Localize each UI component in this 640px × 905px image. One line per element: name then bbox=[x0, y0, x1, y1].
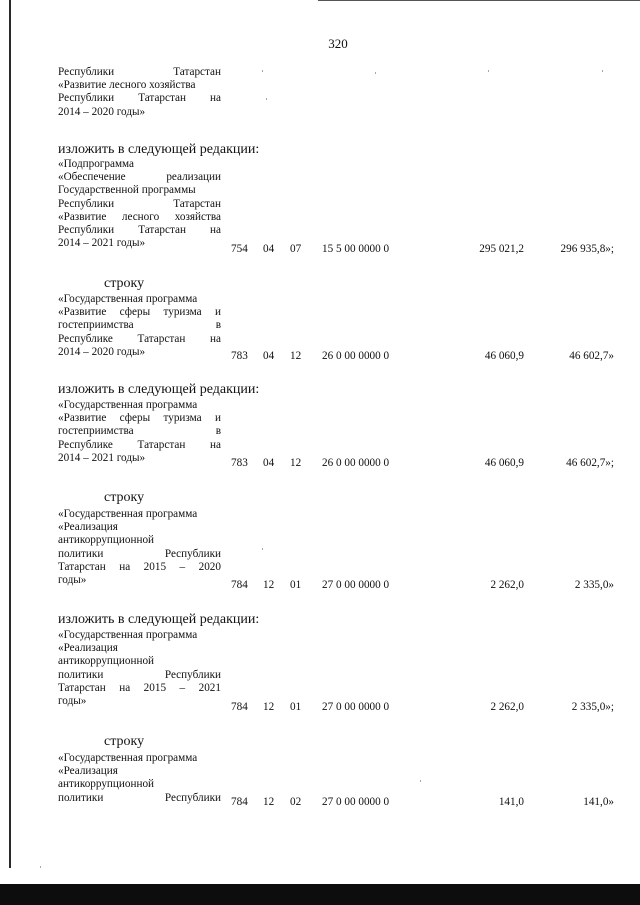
amendment-intro: изложить в следующей редакции: bbox=[58, 142, 260, 157]
program-name-line: антикоррупционной bbox=[58, 655, 155, 668]
program-name-line: «Реализация bbox=[58, 642, 118, 655]
program-name-line: политики Республики bbox=[58, 791, 221, 804]
section-code: 12 bbox=[263, 701, 275, 713]
target-article-code: 27 0 00 0000 0 bbox=[322, 579, 390, 591]
amendment-intro: изложить в следующей редакции: bbox=[58, 382, 260, 397]
program-name-line: «Государственная программа bbox=[58, 752, 198, 764]
amount-year-1: 46 060,9 bbox=[484, 350, 524, 362]
program-name-line: «Реализация bbox=[58, 521, 118, 534]
continuation-line: 2014 – 2020 годы» bbox=[58, 105, 146, 118]
subsection-code: 01 bbox=[290, 701, 302, 713]
scan-speck bbox=[420, 780, 421, 782]
scan-left-edge bbox=[9, 0, 11, 868]
amount-year-1: 46 060,9 bbox=[484, 457, 524, 469]
target-article-code: 26 0 00 0000 0 bbox=[322, 457, 390, 469]
section-code: 12 bbox=[263, 796, 275, 808]
amendment-intro: строку bbox=[104, 734, 145, 749]
program-name-line: «Реализация bbox=[58, 765, 118, 778]
program-name-line: гостеприимства в bbox=[58, 425, 221, 438]
target-article-code: 26 0 00 0000 0 bbox=[322, 350, 390, 362]
admin-code: 783 bbox=[231, 350, 248, 362]
admin-code: 784 bbox=[231, 701, 248, 713]
scan-top-rule bbox=[318, 0, 640, 1]
subsection-code: 12 bbox=[290, 457, 302, 469]
admin-code: 784 bbox=[231, 579, 248, 591]
program-name-line: Татарстан на 2015 – 2021 bbox=[58, 681, 221, 694]
amount-year-2: 46 602,7» bbox=[569, 350, 614, 362]
amount-year-2: 2 335,0» bbox=[574, 579, 614, 591]
scan-speck bbox=[262, 70, 263, 72]
subsection-code: 01 bbox=[290, 579, 302, 591]
program-name-line: 2014 – 2021 годы» bbox=[58, 237, 146, 250]
amount-year-1: 2 262,0 bbox=[490, 579, 524, 591]
program-name bbox=[58, 508, 221, 587]
subsection-code: 12 bbox=[290, 350, 302, 362]
section-code: 04 bbox=[263, 243, 275, 255]
amendment-intro: строку bbox=[104, 490, 145, 505]
admin-code: 754 bbox=[231, 243, 248, 255]
target-article-code: 27 0 00 0000 0 bbox=[322, 701, 390, 713]
amount-year-2: 296 935,8»; bbox=[560, 243, 614, 255]
program-name-line: «Государственная программа bbox=[58, 399, 198, 411]
continuation-line: Республики Татарстан на bbox=[58, 92, 221, 105]
program-name-line: «Подпрограмма bbox=[58, 158, 135, 170]
admin-code: 783 bbox=[231, 457, 248, 469]
amount-year-2: 141,0» bbox=[583, 796, 614, 808]
page-number: 320 bbox=[328, 36, 348, 51]
amount-year-2: 46 602,7»; bbox=[566, 457, 614, 469]
scan-speck bbox=[262, 548, 263, 550]
program-name bbox=[58, 158, 221, 250]
program-name-line: годы» bbox=[58, 694, 87, 707]
subsection-code: 07 bbox=[290, 243, 302, 255]
program-name-line: Республики Татарстан bbox=[58, 197, 221, 210]
amendment-intro: изложить в следующей редакции: bbox=[58, 612, 260, 627]
section-code: 12 bbox=[263, 579, 275, 591]
program-name-line: Государственной программы bbox=[58, 184, 196, 197]
program-name-line: гостеприимства в bbox=[58, 319, 221, 332]
program-name-line: «Государственная программа bbox=[58, 629, 198, 641]
program-name-line: «Развитие сферы туризма и bbox=[58, 412, 221, 425]
program-name-line: 2014 – 2021 годы» bbox=[58, 451, 146, 464]
section-code: 04 bbox=[263, 457, 275, 469]
continuation-line: «Развитие лесного хозяйства bbox=[58, 79, 196, 92]
amount-year-1: 2 262,0 bbox=[490, 701, 524, 713]
program-name-line: годы» bbox=[58, 573, 87, 586]
program-name-line: «Государственная программа bbox=[58, 508, 198, 520]
program-name-line: политики Республики bbox=[58, 547, 221, 560]
program-name-line: «Государственная программа bbox=[58, 293, 198, 305]
amendment-intro: строку bbox=[104, 276, 145, 291]
amount-year-1: 141,0 bbox=[498, 796, 524, 808]
program-name bbox=[58, 629, 221, 708]
scan-speck bbox=[488, 70, 489, 72]
program-name-line: «Развитие сферы туризма и bbox=[58, 306, 221, 319]
program-name-line: Республике Татарстан на bbox=[58, 332, 221, 345]
target-article-code: 15 5 00 0000 0 bbox=[322, 243, 390, 255]
scan-speck bbox=[40, 866, 41, 868]
program-name-line: Республики Татарстан на bbox=[58, 223, 221, 236]
continuation-text bbox=[58, 66, 221, 119]
program-name-line: Республике Татарстан на bbox=[58, 438, 221, 451]
program-name-line: антикоррупционной bbox=[58, 778, 155, 791]
target-article-code: 27 0 00 0000 0 bbox=[322, 796, 390, 808]
program-name bbox=[58, 752, 221, 805]
program-name-line: антикоррупционной bbox=[58, 534, 155, 547]
program-name-line: «Обеспечение реализации bbox=[58, 171, 221, 184]
program-name-line: Татарстан на 2015 – 2020 bbox=[58, 560, 221, 573]
amount-year-1: 295 021,2 bbox=[479, 243, 524, 255]
program-name-line: 2014 – 2020 годы» bbox=[58, 345, 146, 358]
scan-bottom-bar bbox=[0, 884, 640, 905]
admin-code: 784 bbox=[231, 796, 248, 808]
scan-speck bbox=[602, 70, 603, 72]
subsection-code: 02 bbox=[290, 796, 302, 808]
continuation-line: Республики Татарстан bbox=[58, 66, 221, 78]
program-name-line: «Развитие лесного хозяйства bbox=[58, 210, 221, 223]
program-name bbox=[58, 293, 221, 359]
scan-speck bbox=[266, 98, 267, 100]
amount-year-2: 2 335,0»; bbox=[571, 701, 614, 713]
scan-speck bbox=[375, 72, 376, 74]
program-name bbox=[58, 399, 221, 465]
program-name-line: политики Республики bbox=[58, 668, 221, 681]
section-code: 04 bbox=[263, 350, 275, 362]
